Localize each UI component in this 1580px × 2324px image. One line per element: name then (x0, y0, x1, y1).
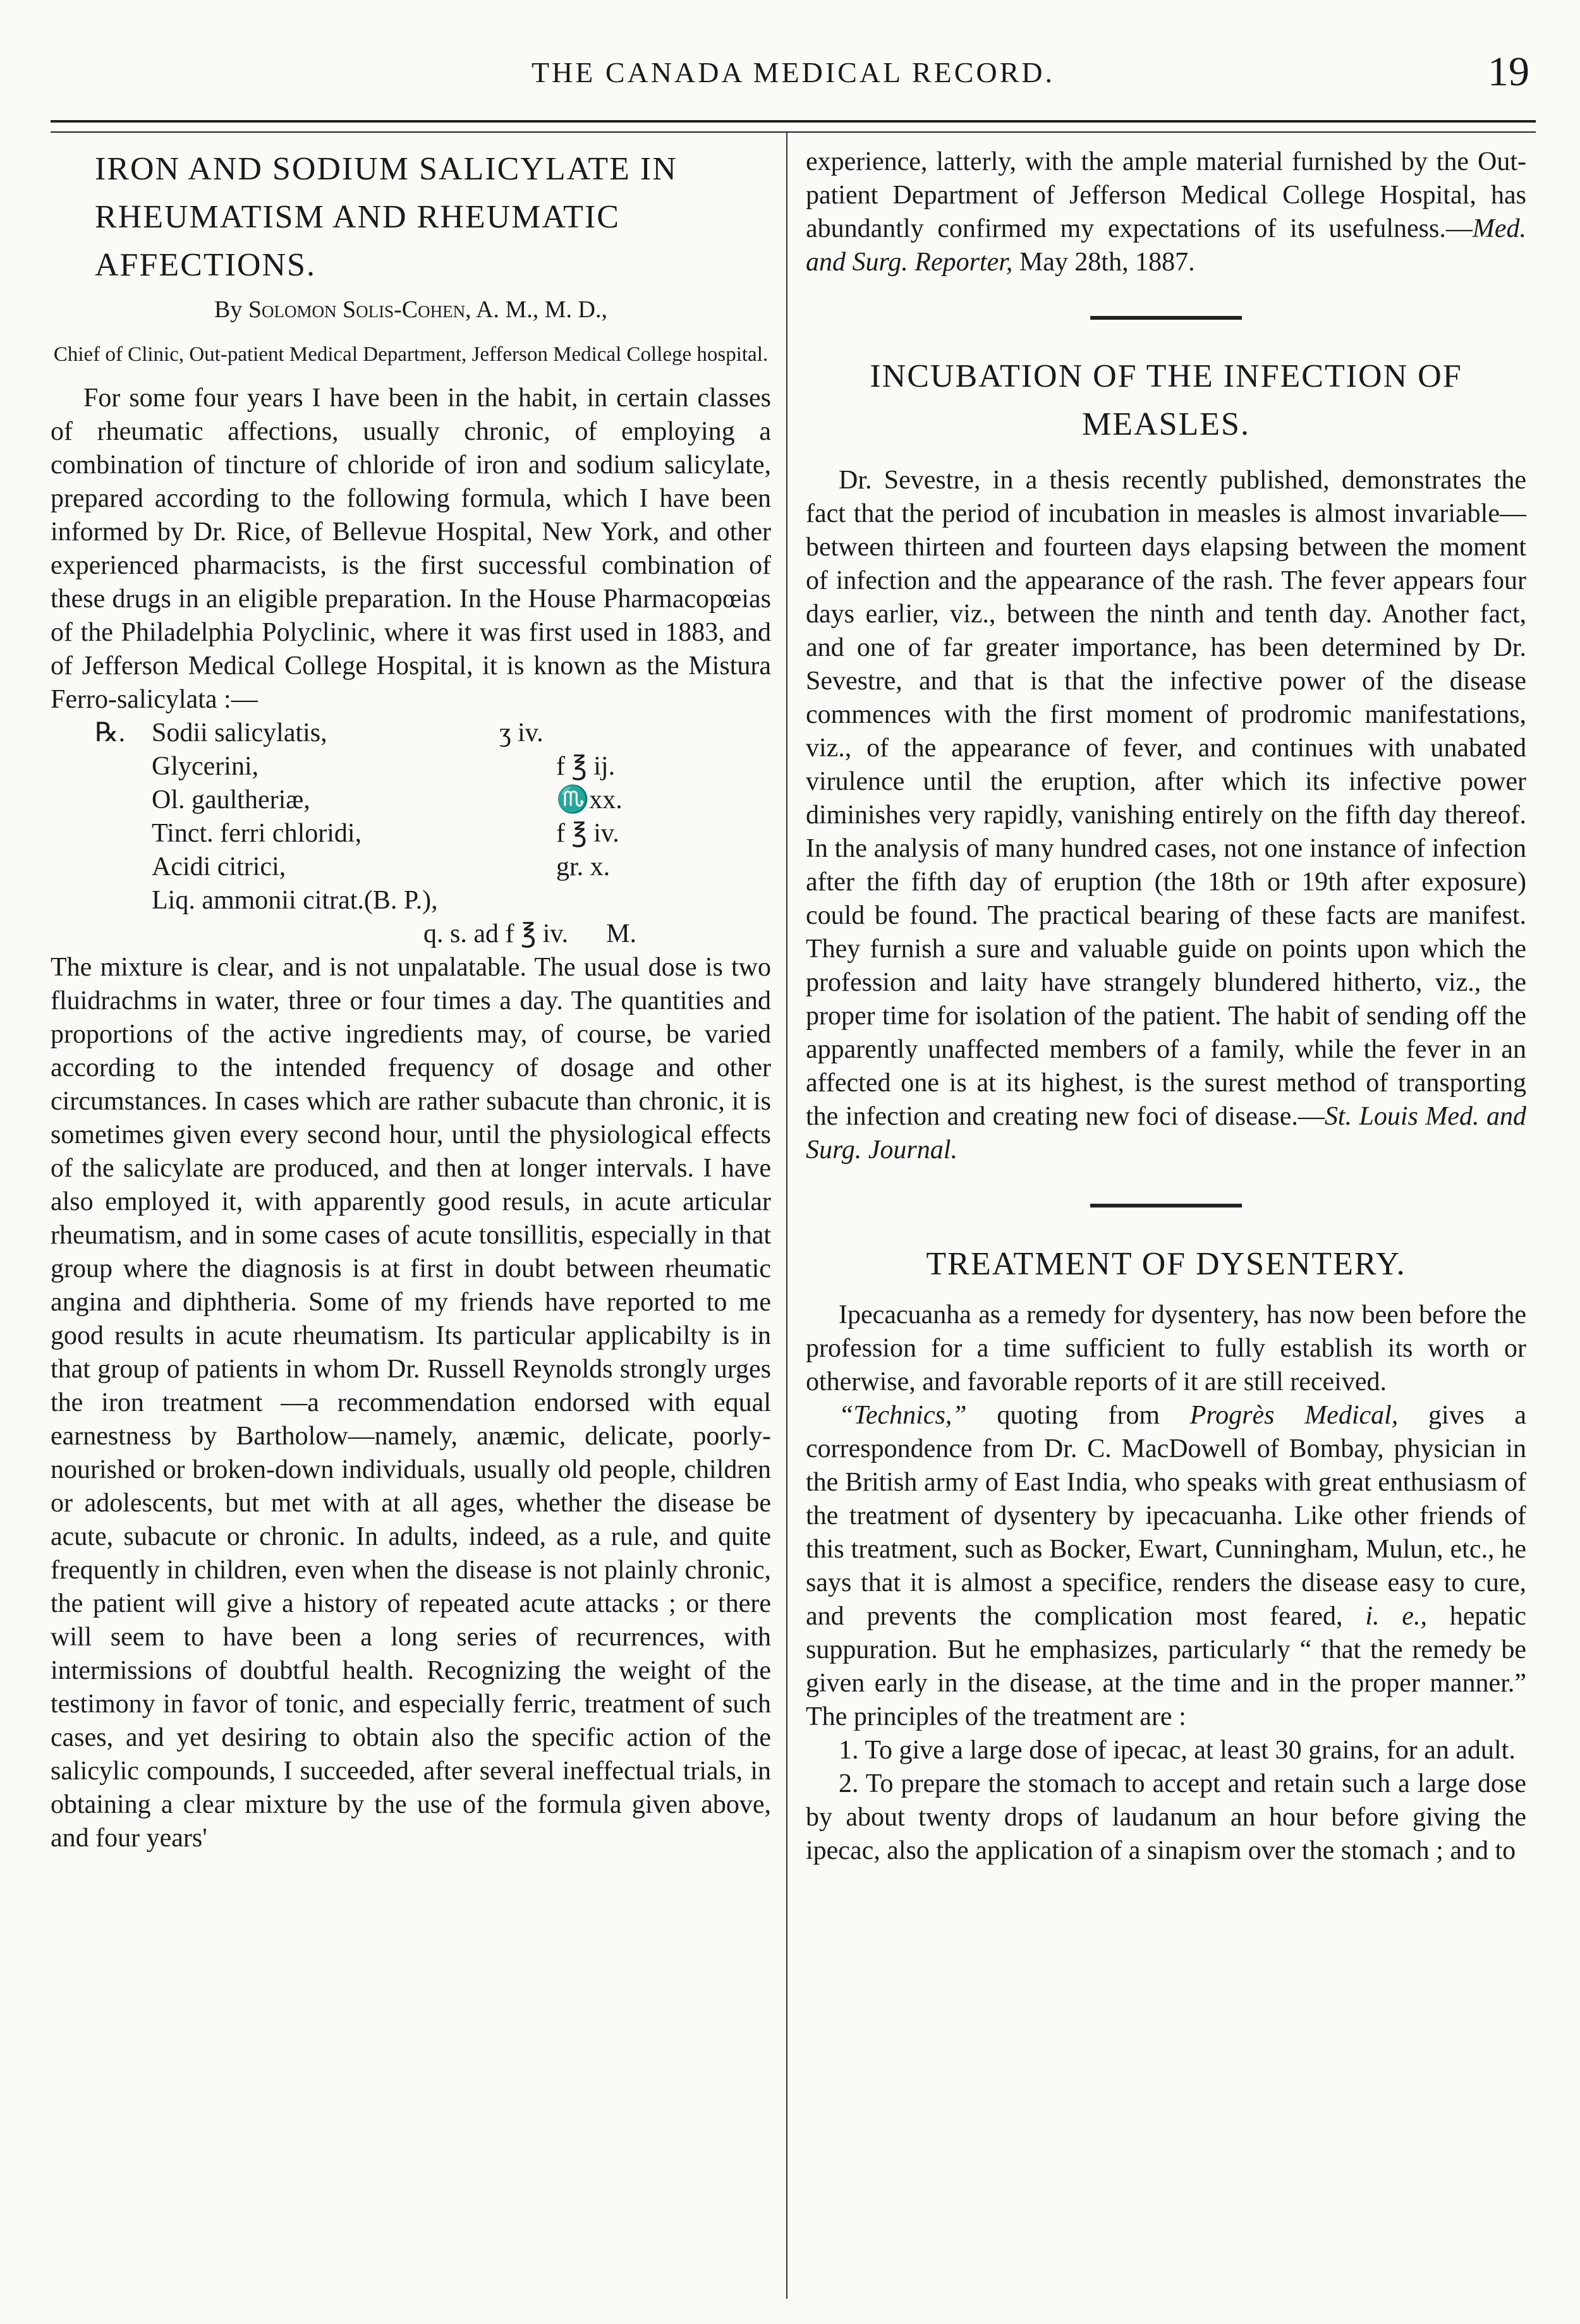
ingredient-quantity: ♏xx. (556, 785, 623, 814)
prescription (95, 717, 771, 951)
list-item: 1. To give a large dose of ipecac, at least 30 grains, for an adult. (839, 1736, 1516, 1765)
ingredient-name: Liq. ammonii citrat.(B. P.), (152, 886, 438, 915)
author-name: Solomon Solis-Cohen, A. M., M. D., (248, 296, 607, 323)
paragraph-continued: experience, latterly, with the ample material furnished by the Out-patient Department of Jefferson Medical College Hospital, has abundantly confirmed my expectations of its usefulness.—Med. and Surg. Reporter, May 28th, 1887. (806, 147, 1526, 277)
article-title-dysentery: TREATMENT OF DYSENTERY. (926, 1246, 1406, 1282)
ingredient-name: Acidi citrici, (152, 852, 286, 881)
paragraph: For some four years I have been in the habit, in certain classes of rheumatic affections, usually chronic, of employing a combination of tincture of chloride of iron and sodium salicylate, prepared according to the following formula, which I have been informed by Dr. Rice, of Bellevue Hospital, New York, and other experienced pharmacists, is the first successful combination of these drugs in an eligible preparation. In the House Pharmacopœias of the Philadelphia Polyclinic, where it was first used in 1883, and of Jefferson Medical College Hospital, it is known as the Mistura Ferro-salicylata :— (51, 384, 771, 714)
quantity-sufficient: q. s. ad f ℥ iv. (423, 919, 569, 948)
column-divider (786, 133, 787, 2299)
paragraph: “Technics,” quoting from Progrès Medical, gives a correspondence from Dr. C. MacDowell of Bombay, physician in the British army of East India, who speaks with great enthusiasm of the treatment of dysentery by ipecacuanha. Like other friends of this treatment, such as Bocker, Ewart, Cunningham, Mulun, etc., he says that it is almost a specifice, renders the disease easy to cure, and prevents the complication most feared, i. e., hepatic suppuration. But he emphasizes, particularly “ that the remedy be given early in the disease, at the time and in the proper manner.” The principles of the treatment are : (806, 1401, 1527, 1731)
right-column (806, 145, 1526, 1868)
author-affiliation: Chief of Clinic, Out-patient Medical Department, Jefferson Medical College hospital. (53, 343, 769, 366)
prescription-line (95, 717, 771, 750)
paragraph: Dr. Sevestre, in a thesis recently published, demonstrates the fact that the period of incubation in measles is almost invariable—between thirteen and fourteen days elapsing between the moment of infection and the appearance of the rash. The fever appears four days earlier, viz., between the ninth and tenth day. Another fact, and one of far greater importance, has been determined by Dr. Sevestre, and that is that the infective power of the disease commences with the first moment of prodromic manifestations, viz., of the appearance of fever, and continues with unabated virulence until the eruption, after which its infective power diminishes very rapidly, vanishing entirely on the fifth day thereof. In the analysis of many hundred cases, not one instance of infection after the fifth day of eruption (the 18th or 19th after exposure) could be found. The practical bearing of these facts are manifest. They furnish a sure and valuable guide on points upon which the profession and laity have strangely blundered hitherto, viz., the proper time for isolation of the patient. The habit of sending off the apparently unaffected members of a family, while the fever in an affected one is at its highest, is the surest method of transporting the infection and creating new foci of disease.—St. Louis Med. and Surg. Journal. (806, 466, 1526, 1165)
byline (51, 296, 771, 324)
ingredient-quantity: ʒ iv. (499, 718, 544, 747)
ingredient-quantity: gr. x. (556, 852, 611, 881)
ingredient-name: Tinct. ferri chloridi, (152, 819, 362, 848)
paragraph: Ipecacuanha as a remedy for dysentery, has now been before the profession for a time sufficient to fully establish its worth or otherwise, and favorable reports of it are still received. (806, 1300, 1526, 1396)
prescription-line (95, 850, 771, 884)
page-header (51, 38, 1536, 107)
ingredient-name: Glycerini, (152, 752, 259, 781)
paragraph: The mixture is clear, and is not unpalatable. The usual dose is two fluidrachms in water, three or four times a day. The quantities and proportions of the active ingredients may, of course, be varied according to the intended frequency of dosage and other circumstances. In cases which are rather subacute than chronic, it is sometimes given every second hour, until the physiological effects of the salicylate are produced, and then at longer intervals. I have also employed it, with apparently good resuls, in acute articular rheumatism, and in some cases of acute tonsillitis, especially in that group where the diagnosis is at first in doubt between rheumatic angina and diphtheria. Some of my friends have reported to me good results in acute rheumatism. Its particular applicabilty is in that group of patients in whom Dr. Russell Reynolds strongly urges the iron treatment —a recommendation endorsed with equal earnestness by Bartholow—namely, anæmic, delicate, poorly-nourished or broken-down individuals, usually old people, children or adolescents, but met with at all ages, whether the disease be acute, subacute or chronic. In adults, indeed, as a rule, and quite frequently in children, even when the disease is not plainly chronic, the patient will give a history of repeated acute attacks ; or there will seem to have been a long series of recurrences, with intermissions of doubtful health. Recognizing the weight of the testimony in favor of tonic, and especially ferric, treatment of such cases, and yet desiring to obtain also the specific action of the salicylic compounds, I succeeded, after several ineffectual trials, in obtaining a clear mixture by the use of the formula given above, and four years' (51, 953, 771, 1853)
article-title-iron-sodium: IRON AND SODIUM SALICYLATE IN RHEUMATISM AND RHEUMATIC AFFECTIONS. (95, 151, 678, 283)
left-column (51, 145, 771, 1855)
article-separator (1090, 316, 1242, 320)
ingredient-quantity (556, 884, 683, 917)
ingredient-quantity: f ℥ ij. (556, 752, 616, 781)
prescription-line (95, 750, 771, 784)
article-separator (1090, 1204, 1242, 1207)
page-number: 19 (1488, 49, 1529, 95)
prescription-line (95, 817, 771, 850)
header-rule (51, 120, 1536, 133)
ingredient-name: Ol. gaultheriæ, (152, 785, 310, 814)
prescription-line (95, 784, 771, 817)
recipe-symbol: ℞. (95, 718, 126, 747)
byline-prefix: By (214, 296, 243, 323)
ingredient-name: Sodii salicylatis, (152, 718, 327, 747)
article-title-measles: INCUBATION OF THE INFECTION OF MEASLES. (870, 358, 1462, 442)
misce-mark: M. (606, 919, 637, 948)
prescription-line (95, 884, 771, 917)
source-citation: Med. and Surg. Reporter, (806, 214, 1526, 277)
quoted-journal: “Technics,” (839, 1401, 967, 1430)
ingredient-quantity: f ℥ iv. (556, 819, 619, 848)
running-head: THE CANADA MEDICAL RECORD. (531, 56, 1055, 88)
list-item: 2. To prepare the stomach to accept and retain such a large dose by about twenty drops of laudanum an hour before giving the ipecac, also the application of a sinapism over the stomach ; and to (806, 1769, 1526, 1865)
source-citation: St. Louis Med. and Surg. Journal. (806, 1102, 1526, 1165)
prescription-final-line (95, 917, 771, 951)
quoted-journal: Progrès Medical, (1189, 1401, 1399, 1430)
